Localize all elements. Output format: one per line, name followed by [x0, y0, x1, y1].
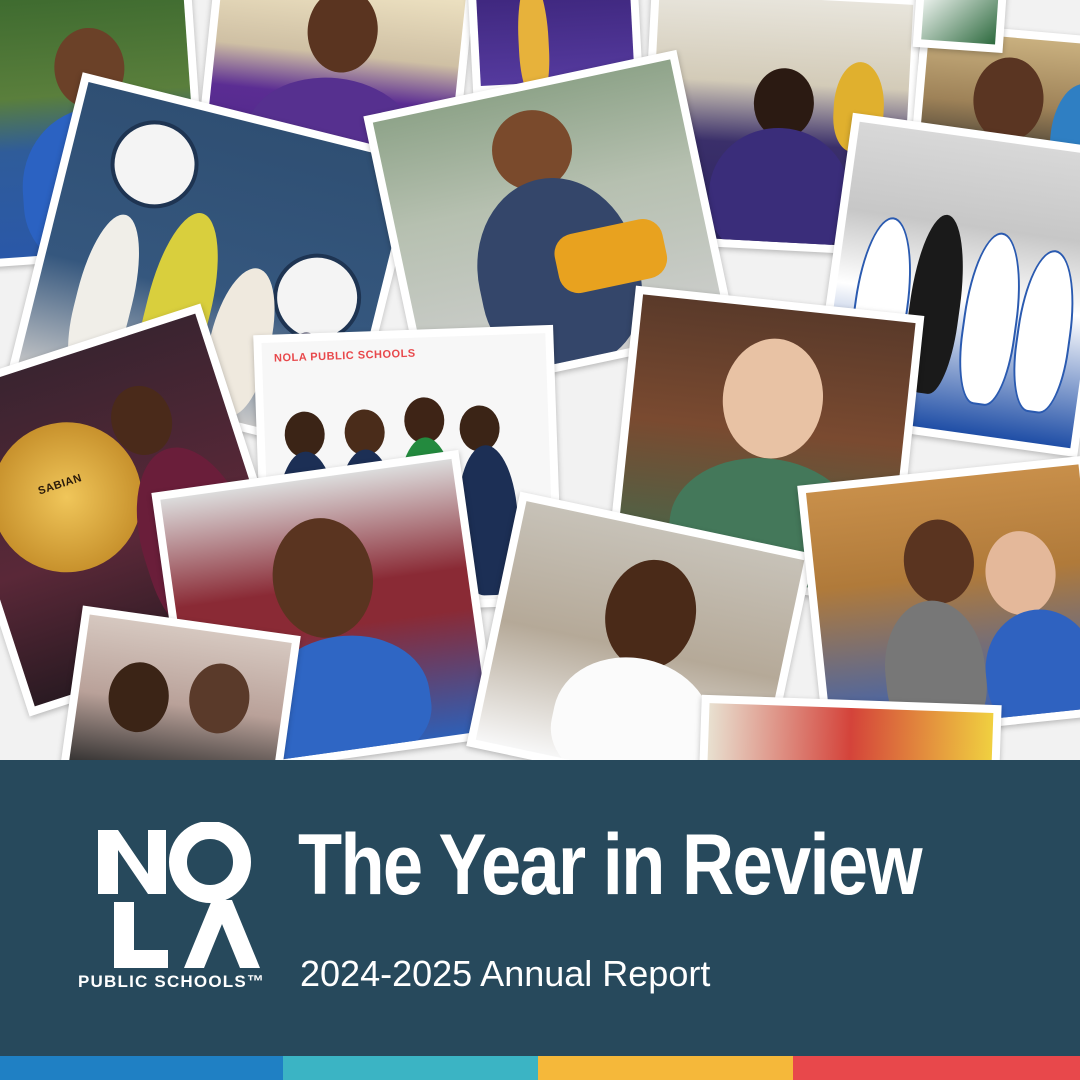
strip-segment-teal: [283, 1056, 538, 1080]
color-strip: [0, 1056, 1080, 1080]
strip-segment-blue: [0, 1056, 283, 1080]
page-title: The Year in Review: [298, 817, 921, 913]
nola-logo-mark: [92, 822, 272, 972]
page-subtitle: 2024-2025 Annual Report: [300, 953, 711, 994]
strip-segment-red: [793, 1056, 1080, 1080]
collage-photo-green-sign: [913, 0, 1008, 53]
title-banner: [0, 760, 1080, 1056]
cymbal-brand-text: SABIAN: [36, 472, 84, 498]
strip-segment-yellow: [538, 1056, 793, 1080]
nola-logo: [78, 822, 282, 992]
collage-photo-classroom-bottom: [698, 695, 1001, 760]
logo-subtitle: PUBLIC SCHOOLS™: [78, 972, 266, 991]
backdrop-text: NOLA PUBLIC SCHOOLS: [273, 347, 416, 365]
